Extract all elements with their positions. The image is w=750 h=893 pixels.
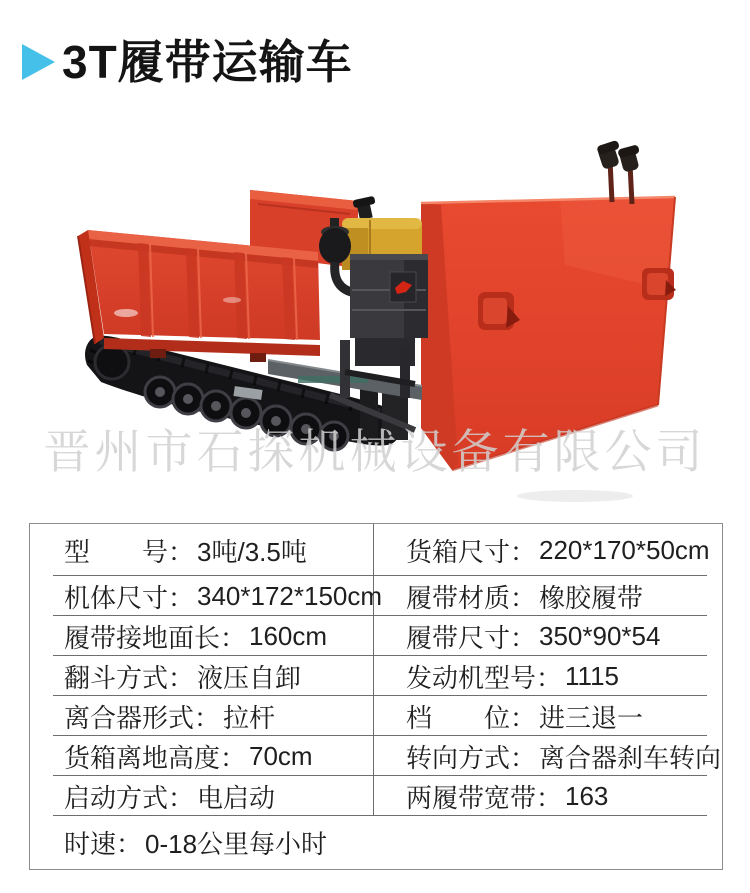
product-photo <box>0 140 750 512</box>
spec-cell-cargo-size: 货箱尺寸： 220*170*50cm <box>406 534 710 567</box>
spec-cell-clutch-type: 离合器形式： 拉杆 <box>64 702 276 733</box>
spec-cell-dump-method: 翻斗方式： 液压自卸 <box>64 662 302 693</box>
page-title: 3T履带运输车 <box>62 36 353 88</box>
spec-cell-track-size: 履带尺寸： 350*90*54 <box>406 620 661 653</box>
engine-block <box>340 254 428 398</box>
spec-row <box>30 524 722 576</box>
spec-row <box>30 656 722 696</box>
ground-shadow <box>517 490 633 502</box>
dump-bed <box>78 190 358 362</box>
cargo-box-panel <box>421 140 676 470</box>
spec-cell-track-material: 履带材质： 橡胶履带 <box>406 582 644 613</box>
spec-cell-body-size: 机体尺寸： 340*172*150cm <box>64 580 383 613</box>
spec-table <box>29 523 723 870</box>
triangle-bullet-icon <box>22 44 55 80</box>
spec-cell-model: 型 号： 3吨/3.5吨 <box>64 536 307 567</box>
spec-row <box>30 696 722 736</box>
spec-cell-steering: 转向方式： 离合器刹车转向 <box>406 742 722 773</box>
spec-row <box>30 616 722 656</box>
spec-cell-track-width: 两履带宽带： 163 <box>406 780 609 813</box>
control-levers <box>596 140 640 204</box>
diesel-engine <box>319 196 428 398</box>
watermark-text: 晋州市石探机械设备有限公司 <box>43 425 707 478</box>
spec-cell-gears: 档 位： 进三退一 <box>406 702 644 733</box>
spec-cell-ground-length: 履带接地面长： 160cm <box>64 620 328 653</box>
page-header <box>0 32 750 92</box>
box-latch-left <box>478 292 520 330</box>
box-latch-right <box>642 268 676 300</box>
spec-cell-bed-height: 货箱离地高度： 70cm <box>64 740 313 773</box>
spec-cell-start-method: 启动方式： 电启动 <box>64 782 276 813</box>
spec-row <box>30 776 722 816</box>
spec-cell-engine-model: 发动机型号： 1115 <box>406 660 619 693</box>
spec-row <box>30 576 722 616</box>
spec-row-speed: 时速： 0-18公里每小时 <box>64 829 328 859</box>
spec-row <box>30 736 722 776</box>
